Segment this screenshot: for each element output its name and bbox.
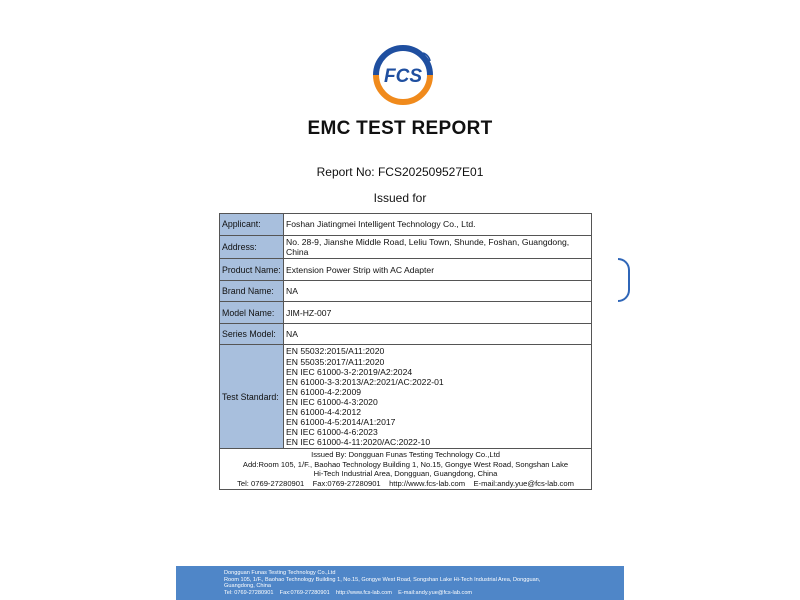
brand-name-row xyxy=(220,281,592,302)
product-name-label: Product Name: xyxy=(220,259,284,281)
page-edge-mark xyxy=(618,258,630,302)
issued-by-address: Add:Room 105, 1/F., Baohao Technology Building 1, No.15, Gongye West Road, Songshan Lake xyxy=(242,459,569,469)
standard-item: EN IEC 61000-4-6:2023 xyxy=(286,427,378,438)
model-name-row xyxy=(220,302,592,324)
product-name-value: Extension Power Strip with AC Adapter xyxy=(284,259,592,281)
footer-address: Room 105, 1/F., Baohao Technology Building 1, No.15, Gongye West Road, Songshan Lake Hi-Tech Industrial Area, Dongguan, xyxy=(224,576,541,583)
series-model-row xyxy=(220,324,592,345)
fcs-logo-icon xyxy=(368,40,438,110)
series-model-label: Series Model: xyxy=(220,324,284,345)
logo-text: FCS xyxy=(384,66,422,87)
brand-name-label: Brand Name: xyxy=(220,281,284,302)
standard-item: EN IEC 61000-4-3:2020 xyxy=(286,396,378,407)
issued-by-contact: Tel: 0769-27280901 Fax:0769-27280901 http://www.fcs-lab.com E-mail:andy.yue@fcs-lab.com xyxy=(237,478,574,488)
test-standard-label: Test Standard: xyxy=(220,345,284,449)
standard-item: EN IEC 61000-4-11:2020/AC:2022-10 xyxy=(286,437,431,448)
standard-item: EN 55032:2015/A11:2020 xyxy=(286,346,385,357)
footer-company: Dongguan Funas Testing Technology Co.,Ltd xyxy=(224,570,336,576)
product-name-row xyxy=(220,259,592,281)
standard-item: EN 61000-4-4:2012 xyxy=(286,406,362,417)
address-value: No. 28-9, Jianshe Middle Road, Leliu Town, Shunde, Foshan, Guangdong, China xyxy=(284,236,592,259)
standard-item: EN IEC 61000-3-2:2019/A2:2024 xyxy=(286,366,413,377)
report-number: Report No: FCS202509527E01 xyxy=(316,165,484,179)
issued-by-block xyxy=(220,449,592,490)
fcs-logo xyxy=(368,40,438,110)
issued-by-line: Issued By: Dongguan Funas Testing Technology Co.,Ltd xyxy=(311,450,500,460)
model-name-label: Model Name: xyxy=(220,302,284,324)
standard-item: EN 55035:2017/A11:2020 xyxy=(286,356,385,367)
standard-item: EN 61000-4-2:2009 xyxy=(286,386,362,397)
series-model-value: NA xyxy=(284,324,592,345)
model-name-value: JIM-HZ-007 xyxy=(284,302,592,324)
page-footer xyxy=(176,566,624,600)
issued-by-address-cont: Hi-Tech Industrial Area, Dongguan, Guangdong, China xyxy=(313,469,498,479)
report-info-table xyxy=(219,213,592,490)
standard-item: EN 61000-4-5:2014/A1:2017 xyxy=(286,417,396,428)
test-standard-row xyxy=(220,345,592,449)
footer-contact: Tel: 0769-27280901 Fax:0769-27280901 http://www.fcs-lab.com E-mail:andy.yue@fcs-lab.com xyxy=(224,589,473,596)
page-title: EMC TEST REPORT xyxy=(307,118,493,139)
brand-name-value: NA xyxy=(284,281,592,302)
applicant-value: Foshan Jiatingmei Intelligent Technology Co., Ltd. xyxy=(284,214,592,236)
applicant-label: Applicant: xyxy=(220,214,284,236)
address-label: Address: xyxy=(220,236,284,259)
address-row xyxy=(220,236,592,259)
standard-item: EN 61000-3-3:2013/A2:2021/AC:2022-01 xyxy=(286,376,444,387)
issued-for-heading: Issued for xyxy=(373,191,427,205)
test-standard-list xyxy=(284,345,592,449)
applicant-row xyxy=(220,214,592,236)
footer-address-cont: Guangdong, China xyxy=(224,583,271,590)
issued-by-row xyxy=(220,449,592,490)
